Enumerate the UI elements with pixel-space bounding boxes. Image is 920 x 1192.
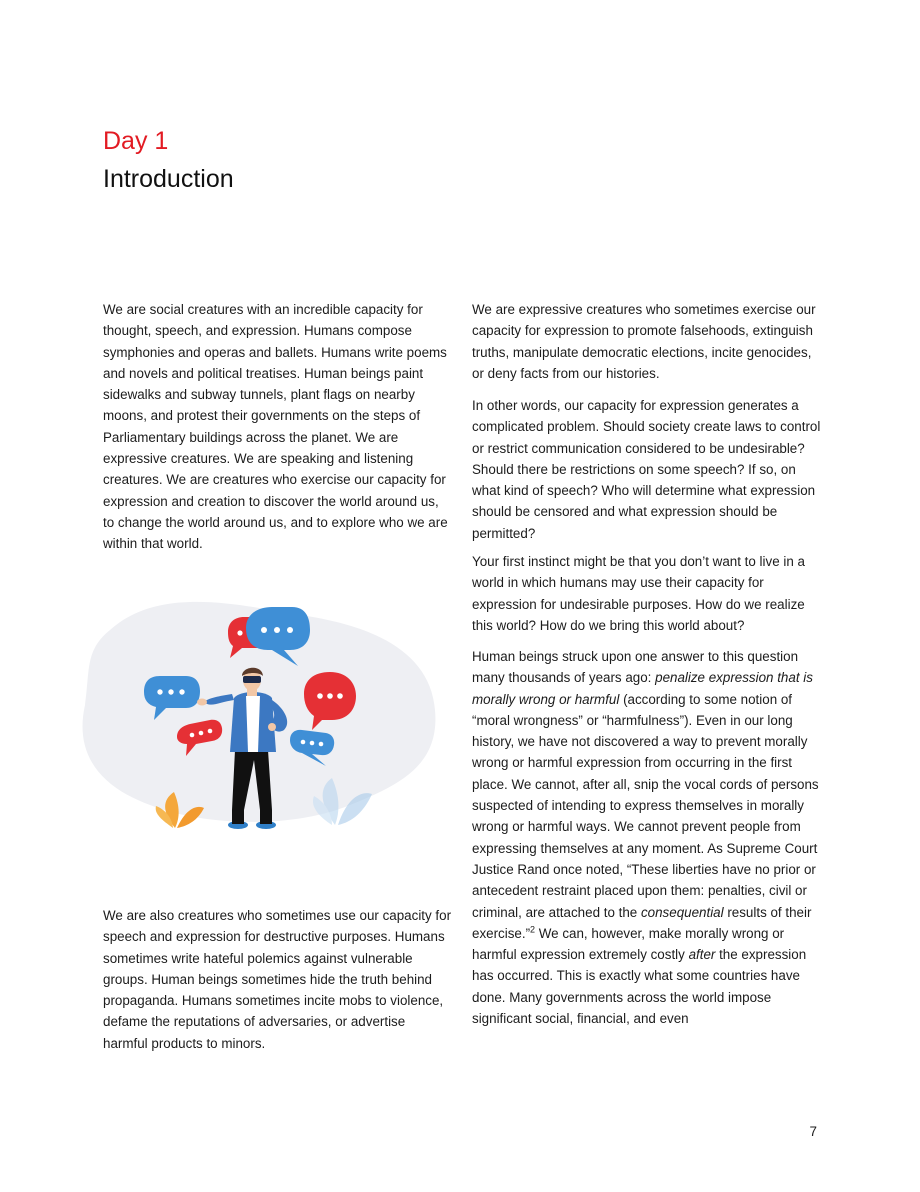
- speech-illustration: [70, 590, 445, 840]
- right-paragraph-1: We are expressive creatures who sometimes exercise our capacity for expression to promote falsehoods, extinguish truths, manipulate democratic elections, incite genocides, or deny facts from our histories.: [472, 302, 816, 381]
- right-paragraph-4: [472, 646, 827, 1029]
- text-run: results of their exercise.”: [472, 904, 812, 941]
- page-title: Introduction: [103, 165, 234, 193]
- emphasis-text: after: [688, 947, 716, 963]
- text-run: the expression has occurred. This is exactly what some countries have done. Many governments across the world impose significant social, financial, and even: [472, 947, 807, 1027]
- right-paragraph-2: In other words, our capacity for expression generates a complicated problem. Should society create laws to control or restrict communication considered to be undesirable? Should there be restrictions on some speech? If so, on what kind of speech? Who will determine what expression should be censored and what expression should be permitted?: [472, 398, 821, 541]
- emphasis-text: consequential: [640, 904, 724, 920]
- text-run: (according to some notion of “moral wrongness” or “harmfulness”). Even in our long history, we have not discovered a way to prevent morally wrong or harmful expression from occurring in the first place. We cannot, after all, snip the vocal cords of persons suspected of intending to express themselves in morally wrong or harmful ways. We cannot prevent people from expressing themselves at any moment. As Supreme Court Justice Rand once noted, “These liberties have no prior or antecedent restraint placed upon them: penalties, civil or criminal, are attached to the: [472, 691, 819, 920]
- emphasis-text: penalize expression that is morally wrong or harmful: [472, 670, 813, 707]
- page-number: 7: [809, 1124, 817, 1139]
- footnote-marker[interactable]: 2: [530, 924, 536, 935]
- right-paragraph-3: Your first instinct might be that you don’t want to live in a world in which humans may use their capacity for expression for undesirable purposes. How do we realize this world? How do we bring this world about?: [472, 554, 805, 633]
- left-paragraph-1: We are social creatures with an incredible capacity for thought, speech, and expression. Humans compose symphonies and operas and ballets. Humans write poems and novels and political treatises. Human beings paint sidewalks and subway tunnels, plant flags on nearby moons, and protest their governments on the steps of Parliamentary buildings across the planet. We are expressive creatures. We are speaking and listening creatures. We are creatures who exercise our capacity for expression and creation to discover the world around us, to change the world around us, and to explore who we are within that world.: [103, 302, 448, 552]
- text-run: We can, however, make morally wrong or harmful expression extremely costly: [472, 925, 785, 963]
- left-paragraph-2: We are also creatures who sometimes use our capacity for speech and expression for destructive purposes. Humans sometimes write hateful polemics against vulnerable groups. Human beings sometimes hide the truth behind propaganda. Humans sometimes incite mobs to violence, defame the reputations of adversaries, or advertise harmful products to minors.: [103, 908, 452, 1051]
- day-heading: Day 1: [103, 127, 169, 155]
- text-run: Human beings struck upon one answer to this question many thousands of years ago:: [472, 649, 799, 686]
